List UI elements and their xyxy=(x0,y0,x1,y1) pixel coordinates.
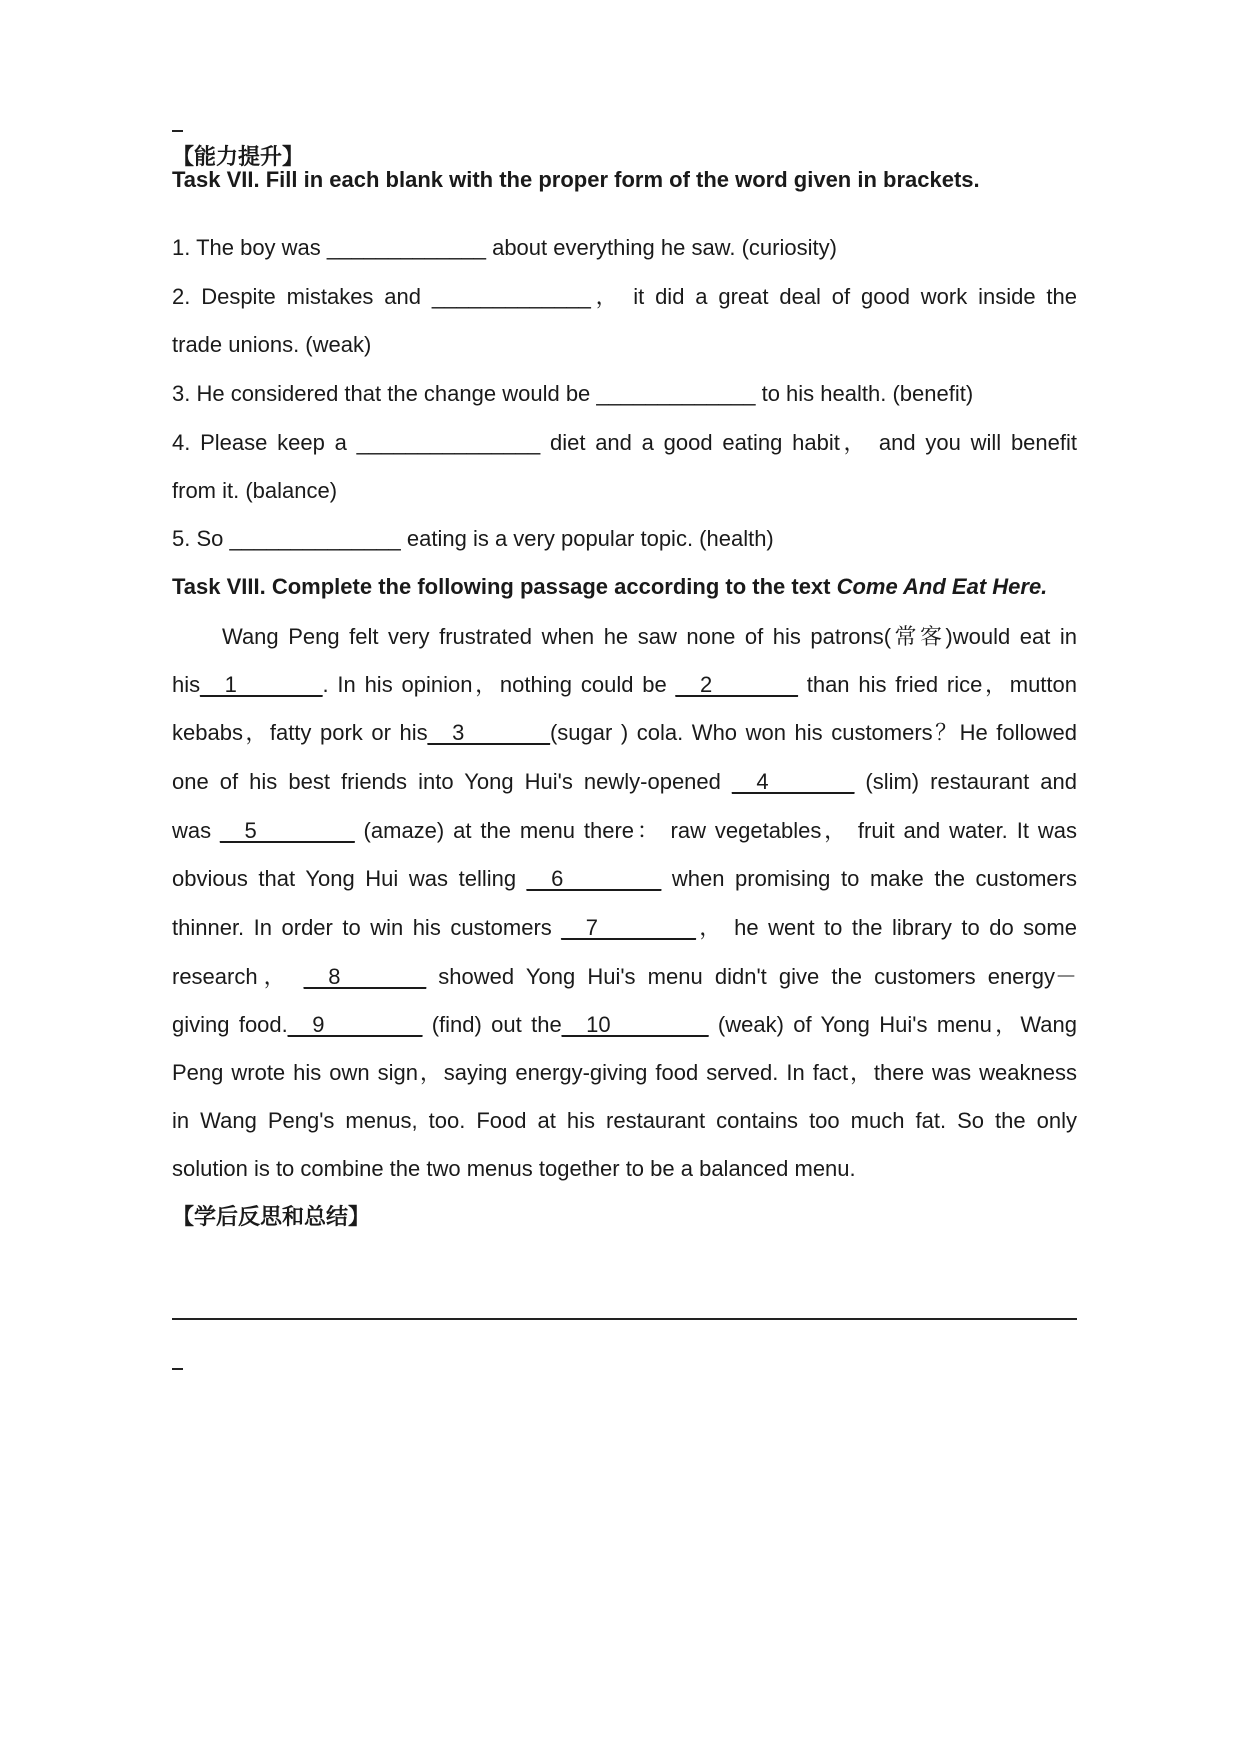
passage-blank-10[interactable]: __10________ xyxy=(561,1012,709,1037)
passage-blank-8[interactable]: __8_______ xyxy=(303,964,427,989)
top-underscore-mark xyxy=(172,130,183,132)
task7-question-3: 3. He considered that the change would be _____________ to his health. (benefit) xyxy=(172,381,974,406)
task7-title: Task VII. Fill in each blank with the proper form of the word given in brackets. xyxy=(172,167,980,192)
section-heading-reflection: 【学后反思和总结】 xyxy=(172,1205,371,1230)
answer-blank[interactable]: _____________ xyxy=(596,381,756,406)
passage-line-5: was __5________ (amaze) at the menu there： raw vegetables， fruit and water. It was xyxy=(172,818,1077,843)
passage-blank-7[interactable]: __7________ xyxy=(561,915,696,940)
passage-blank-1[interactable]: __1_______ xyxy=(200,672,323,697)
passage-line-4: one of his best friends into Yong Hui's newly-opened __4_______ (slim) restaurant and xyxy=(172,769,1077,794)
passage-line-7: thinner. In order to win his customers __7________， he went to the library to do some xyxy=(172,915,1077,940)
section-heading-ability: 【能力提升】 xyxy=(172,145,305,170)
task7-question-2: 2. Despite mistakes and _____________， it did a great deal of good work inside the xyxy=(172,284,1077,309)
passage-blank-9[interactable]: __9________ xyxy=(287,1012,423,1037)
passage-blank-5[interactable]: __5________ xyxy=(220,818,355,843)
passage-blank-6[interactable]: __6________ xyxy=(526,866,662,891)
task7-question-4-cont: from it. (balance) xyxy=(172,478,338,503)
task8-title: Task VIII. Complete the following passage according to the text Come And Eat Here. xyxy=(172,574,1048,599)
passage-line-12: solution is to combine the two menus together to be a balanced menu. xyxy=(172,1156,856,1181)
passage-line-3: kebabs，fatty pork or his__3_______(sugar ) cola. Who won his customers？He followed xyxy=(172,720,1077,745)
passage-line-9: giving food.__9________ (find) out the__10________ (weak) of Yong Hui's menu，Wang xyxy=(172,1012,1077,1037)
passage-line-10: Peng wrote his own sign，saying energy-giving food served. In fact，there was weakness xyxy=(172,1060,1077,1085)
answer-blank[interactable]: _____________ xyxy=(326,235,486,260)
answer-blank[interactable]: _____________ xyxy=(431,284,591,309)
passage-line-2: his__1_______. In his opinion，nothing could be __2_______ than his fried rice，mutton xyxy=(172,672,1077,697)
bottom-underscore-mark xyxy=(172,1368,183,1370)
passage-line-8: research， __8_______ showed Yong Hui's menu didn't give the customers energy－ xyxy=(172,964,1077,989)
task7-question-2-cont: trade unions. (weak) xyxy=(172,332,372,357)
task7-question-4: 4. Please keep a _______________ diet and a good eating habit， and you will benefit xyxy=(172,430,1078,455)
task7-question-5: 5. So ______________ eating is a very popular topic. (health) xyxy=(172,526,774,551)
answer-blank[interactable]: _______________ xyxy=(356,430,541,455)
task7-question-1: 1. The boy was _____________ about everything he saw. (curiosity) xyxy=(172,235,837,260)
reflection-answer-line[interactable] xyxy=(172,1318,1077,1320)
answer-blank[interactable]: ______________ xyxy=(229,526,401,551)
passage-blank-2[interactable]: __2_______ xyxy=(675,672,798,697)
passage-blank-4[interactable]: __4_______ xyxy=(731,769,855,794)
passage-line-11: in Wang Peng's menus, too. Food at his restaurant contains too much fat. So the only xyxy=(172,1108,1077,1133)
passage-blank-3[interactable]: __3_______ xyxy=(427,720,550,745)
text-title: Come And Eat Here. xyxy=(836,574,1048,599)
passage-line-6: obvious that Yong Hui was telling __6________ when promising to make the customers xyxy=(172,866,1077,891)
passage-line-1: Wang Peng felt very frustrated when he saw none of his patrons(常客)would eat in xyxy=(222,624,1077,650)
